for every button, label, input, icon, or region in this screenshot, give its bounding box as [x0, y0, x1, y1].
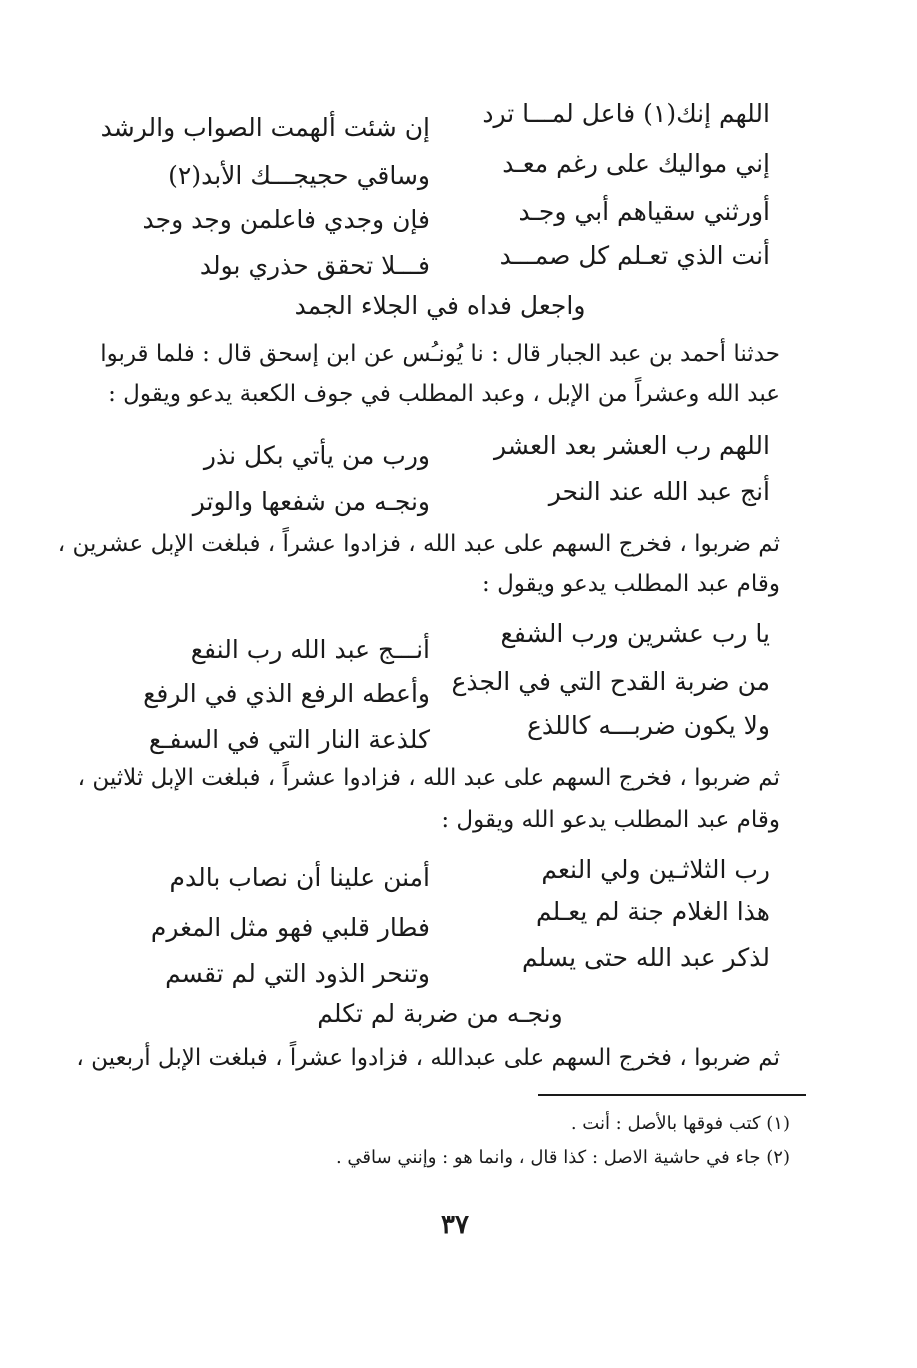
verse-d1-hemistich-1: رب الثلاثـين ولي النعم [541, 855, 770, 884]
verse-b1-hemistich-2: ورب من يأتي بكل نذر [203, 441, 430, 470]
verse-a4-hemistich-1: أنت الذي تعـلم كل صمـــد [499, 241, 770, 270]
verse-a1-hemistich-2: إن شئت ألهمت الصواب والرشد [100, 113, 430, 142]
verse-a1-hemistich-1: اللهم إنك(١) فاعل لمـــا ترد [482, 99, 770, 128]
footnote-1: (١) كتب فوقها بالأصل : أنت . [570, 1113, 790, 1134]
prose-2-line-1: ثم ضربوا ، فخرج السهم على عبد الله ، فزادوا عشراً ، فبلغت الإبل عشرين ، [57, 531, 780, 557]
prose-3-line-2: وقام عبد المطلب يدعو الله ويقول : [441, 807, 780, 833]
verse-d-final: ونجـه من ضربة لم تكلم [317, 999, 563, 1028]
footnote-divider [538, 1094, 806, 1096]
page-number: ٣٧ [441, 1210, 469, 1240]
verse-c1-hemistich-2: أنـــج عبد الله رب النفع [190, 635, 430, 664]
verse-c2-hemistich-1: من ضربة القدح التي في الجذع [451, 667, 770, 696]
verse-a2-hemistich-1: إني مواليك على رغم معـد [502, 149, 770, 178]
prose-1-line-1: حدثنا أحمد بن عبد الجبار قال : نا يُونـُس عن ابن إسحق قال : فلما قربوا [100, 341, 780, 367]
verse-c2-hemistich-2: وأعطه الرفع الذي في الرفع [143, 679, 430, 708]
verse-b2-hemistich-2: ونجـه من شفعها والوتر [192, 487, 430, 516]
verse-d3-hemistich-1: لذكر عبد الله حتى يسلم [521, 943, 770, 972]
prose-3-line-1: ثم ضربوا ، فخرج السهم على عبد الله ، فزادوا عشراً ، فبلغت الإبل ثلاثين ، [77, 765, 780, 791]
footnote-2: (٢) جاء في حاشية الاصل : كذا قال ، وانما هو : وإنني ساقي . [335, 1147, 790, 1168]
prose-1-line-2: عبد الله وعشراً من الإبل ، وعبد المطلب في جوف الكعبة يدعو ويقول : [108, 381, 780, 407]
prose-4-line-1: ثم ضربوا ، فخرج السهم على عبدالله ، فزادوا عشراً ، فبلغت الإبل أربعين ، [76, 1045, 780, 1071]
verse-c3-hemistich-1: ولا يكون ضربـــه كاللذع [526, 711, 770, 740]
verse-b2-hemistich-1: أنج عبد الله عند النحر [548, 477, 770, 506]
verse-a3-hemistich-2: فإن وجدي فاعلمن وجد وجد [142, 205, 430, 234]
verse-a3-hemistich-1: أورثني سقياهم أبي وجـد [518, 197, 770, 226]
verse-c1-hemistich-1: يا رب عشرين ورب الشفع [500, 619, 770, 648]
verse-d3-hemistich-2: وتنحر الذود التي لم تقسم [165, 959, 430, 988]
verse-d2-hemistich-2: فطار قلبي فهو مثل المغرم [150, 913, 430, 942]
verse-c3-hemistich-2: كلذعة النار التي في السفـع [148, 725, 430, 754]
verse-a-final: واجعل فداه في الجلاء الجمد [294, 291, 586, 320]
prose-2-line-2: وقام عبد المطلب يدعو ويقول : [482, 571, 780, 597]
verse-d1-hemistich-2: أمنن علينا أن نصاب بالدم [169, 863, 430, 892]
verse-a4-hemistich-2: فـــلا تحقق حذري بولد [199, 251, 430, 280]
verse-b1-hemistich-1: اللهم رب العشر بعد العشر [494, 431, 770, 460]
verse-a2-hemistich-2: وساقي حجيجـــك الأبد(٢) [168, 161, 430, 190]
verse-d2-hemistich-1: هذا الغلام جنة لم يعـلم [536, 897, 770, 926]
